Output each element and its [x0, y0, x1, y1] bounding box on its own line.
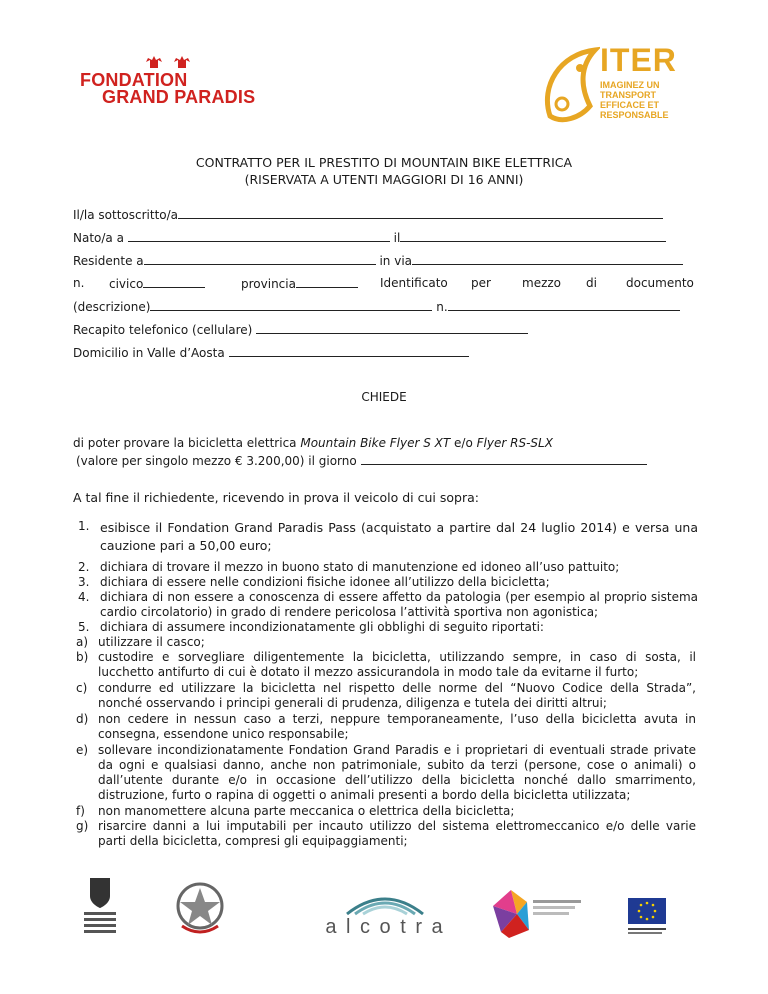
intro-text: A tal fine il richiedente, ricevendo in prova il veicolo di cui sopra: — [73, 490, 479, 505]
obligation-item-number: 1. — [78, 519, 90, 533]
obligation-item — [76, 681, 696, 711]
domicilio-field[interactable] — [229, 345, 469, 357]
numero-documento-field[interactable] — [448, 299, 680, 311]
iter-logo — [540, 42, 680, 128]
form-row-descrizione: (descrizione) n. — [73, 299, 680, 314]
fgp-line-1: FONDATION — [80, 70, 188, 90]
obligation-item-text: non cedere in nessun caso a terzi, neppure temporaneamente, l’uso della bicicletta avuta in consegna, essendone unico responsabile; — [98, 712, 696, 741]
obligation-item-text: condurre ed utilizzare la bicicletta nel rispetto delle norme del “Nuovo Codice della Strada”, nonché osservando i principi generali di prudenza, diligenza e tutela dei diritti altrui; — [98, 681, 696, 710]
obligation-item-number: c) — [76, 681, 88, 695]
obligation-item-text: dichiara di non essere a conoscenza di essere affetto da patologia (per esempio al proprio sistema cardio circolatorio) in grado di rendere pericolosa l’attività sportiva non agonistica; — [100, 590, 698, 619]
obligation-item-text: dichiara di essere nelle condizioni fisiche idonee all’utilizzo della bicicletta; — [100, 575, 550, 589]
via-field[interactable] — [412, 253, 683, 265]
descrizione-documento-field[interactable] — [150, 299, 432, 311]
request-line-1: di poter provare la bicicletta elettrica Mountain Bike Flyer S XT e/o Flyer RS-SLX — [73, 436, 553, 450]
obligation-item-number: a) — [76, 635, 89, 649]
form-row-sottoscritto: Il/la sottoscritto/a — [73, 207, 663, 222]
obligation-item-number: g) — [76, 819, 89, 833]
fondation-grand-paradis-logo — [80, 62, 255, 106]
provincia-field[interactable] — [296, 276, 358, 288]
valore-mezzo: (valore per singolo mezzo € 3.200,00) — [76, 454, 305, 468]
obligation-item — [76, 650, 696, 680]
obligation-item — [78, 560, 698, 575]
data-nascita-field[interactable] — [400, 230, 666, 242]
programma-colorful-icon — [487, 886, 587, 942]
obligation-item-number: 5. — [78, 620, 90, 634]
obligation-item — [78, 575, 698, 590]
obligation-item-number: f) — [76, 804, 85, 818]
obligation-item — [76, 712, 696, 742]
emblem-star-icon — [174, 880, 226, 936]
form-row-recapito: Recapito telefonico (cellulare) — [73, 322, 528, 337]
iter-title: ITER — [600, 42, 677, 78]
programma-logo — [487, 886, 587, 942]
obligation-item-text: esibisce il Fondation Grand Paradis Pass (acquistato a partire dal 24 luglio 2014) e versa una cauzione pari a 50,00 euro; — [100, 520, 698, 553]
obligation-item — [78, 519, 698, 555]
eu-flag-icon — [626, 898, 670, 938]
obligation-item — [76, 743, 696, 803]
sottoscritto-field[interactable] — [178, 207, 663, 219]
bike-model-1: Mountain Bike Flyer S XT — [300, 436, 451, 450]
obligation-item-number: d) — [76, 712, 89, 726]
iter-emblem-icon — [540, 46, 600, 126]
alcotra-mountain-icon — [345, 890, 425, 916]
obligation-item-text: sollevare incondizionatamente Fondation Grand Paradis e i proprietari di eventuali strade private da ogni e qualsiasi danno, anche non patrimoniale, subito da terzi (persone, cose o animali) o dall’utente durante e/o in occasione dell’utilizzo della bicicletta nonché dallo smarrimento, distruzione, furto o rapina di oggetti o animali presenti a bordo della bicicletta utilizzata; — [98, 743, 696, 802]
form-row-domicilio: Domicilio in Valle d’Aosta — [73, 345, 469, 360]
telefono-field[interactable] — [256, 322, 528, 334]
obligation-item-number: 2. — [78, 560, 90, 574]
obligation-item — [76, 635, 696, 650]
chiede-heading: CHIEDE — [361, 390, 407, 404]
obligation-item-text: custodire e sorvegliare diligentemente la bicicletta, utilizzando sempre, in caso di sosta, il lucchetto antifurto di cui è dotato il mezzo assicurandola in modo tale da evitarne il furto; — [98, 650, 696, 679]
obligation-item-text: risarcire danni a lui imputabili per incauto utilizzo del sistema elettromeccanico e/o delle varie parti della bicicletta, compresi gli equipaggiamenti; — [98, 819, 696, 848]
unione-europea-logo — [626, 898, 670, 938]
repubblica-italiana-emblem — [174, 880, 226, 936]
bike-model-2: Flyer RS-SLX — [476, 436, 553, 450]
obligation-item-number: 4. — [78, 590, 90, 604]
request-line-2: (valore per singolo mezzo € 3.200,00) il giorno — [76, 453, 647, 468]
obligation-item-text: dichiara di trovare il mezzo in buono stato di manutenzione ed idoneo all’uso pattuito; — [100, 560, 620, 574]
obligation-item-text: dichiara di assumere incondizionatamente gli obblighi di seguito riportati: — [100, 620, 544, 634]
form-row-residente: Residente a in via — [73, 253, 683, 268]
document-title-line-2: (RISERVATA A UTENTI MAGGIORI DI 16 ANNI) — [244, 172, 524, 187]
obligation-item-text: non manomettere alcuna parte meccanica o elettrica della bicicletta; — [98, 804, 515, 818]
residenza-field[interactable] — [144, 253, 376, 265]
regione-valle-aosta-logo — [80, 876, 120, 934]
iter-subtitle: IMAGINEZ UN TRANSPORT EFFICACE ET RESPONSABLE — [600, 80, 669, 120]
alcotra-logo: a l c o t r a — [300, 890, 470, 940]
document-title-line-1: CONTRATTO PER IL PRESTITO DI MOUNTAIN BIKE ELETTRICA — [195, 155, 573, 170]
regione-crest-icon — [80, 876, 120, 934]
obligation-item-text: utilizzare il casco; — [98, 635, 205, 649]
giorno-field[interactable] — [361, 453, 647, 465]
maple-leaf-icon — [142, 56, 194, 70]
obligation-item — [76, 819, 696, 849]
obligation-item — [76, 804, 696, 819]
obligation-item-number: e) — [76, 743, 89, 757]
obligation-item — [78, 590, 698, 620]
luogo-nascita-field[interactable] — [128, 230, 390, 242]
obligation-item-number: 3. — [78, 575, 90, 589]
fgp-line-2: GRAND PARADIS — [102, 87, 256, 107]
form-row-nato: Nato/a a il — [73, 230, 666, 245]
obligation-item-number: b) — [76, 650, 89, 664]
obligation-item — [78, 620, 698, 635]
civico-field[interactable] — [143, 276, 205, 288]
